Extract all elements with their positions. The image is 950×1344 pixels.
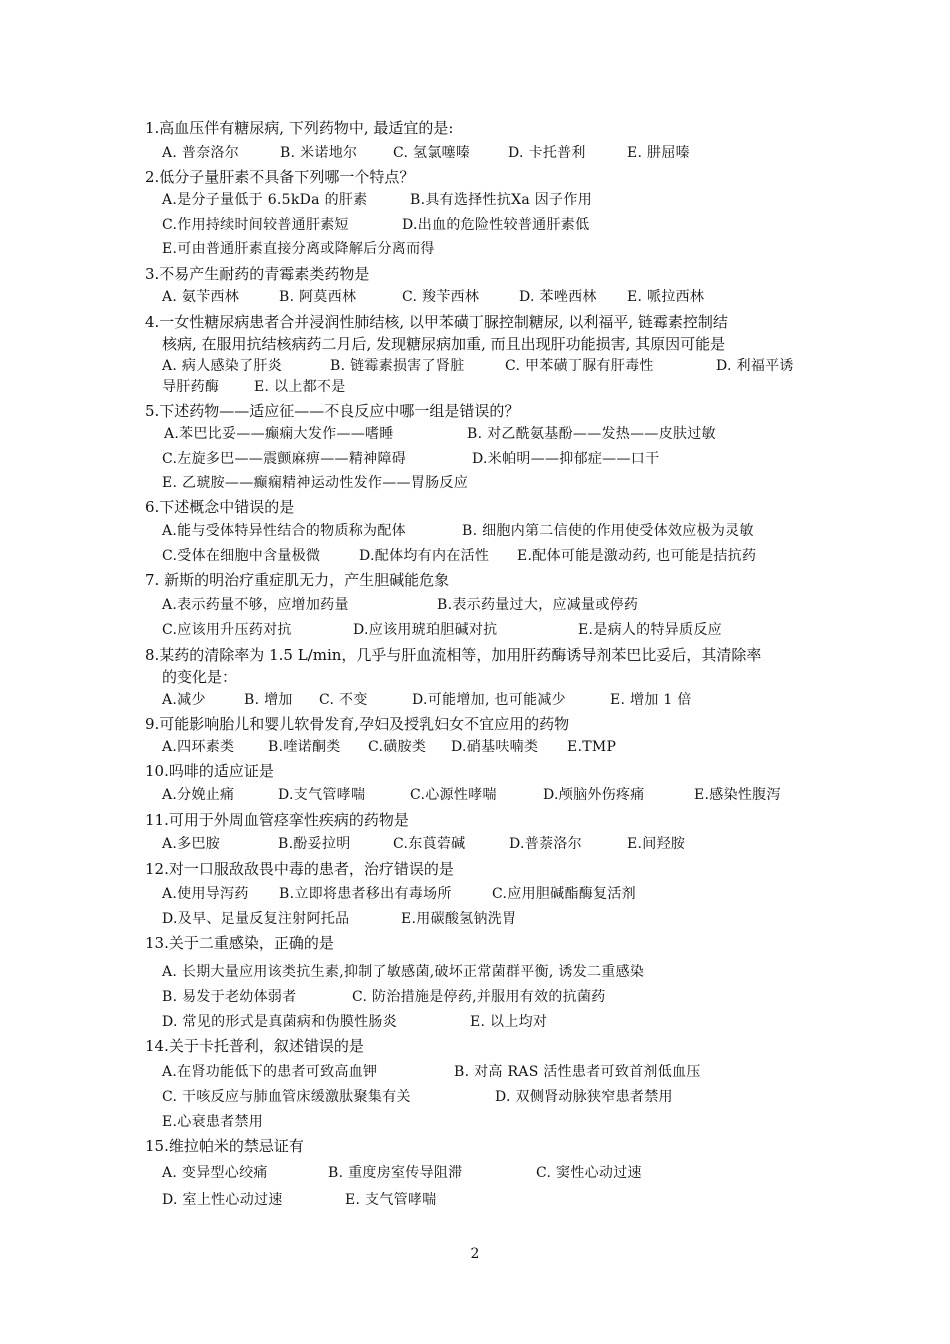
q6-option-e: E.配体可能是激动药, 也可能是拮抗药 (517, 548, 757, 564)
q15-option-d: D. 室上性心动过速 (162, 1192, 283, 1208)
q1-option-d: D. 卡托普利 (508, 145, 586, 161)
q2-option-a: A.是分子量低于 6.5kDa 的肝素 (162, 192, 368, 208)
q4-option-d: D. 利福平诱 (716, 358, 794, 374)
question-3-stem: 3.不易产生耐药的青霉素类药物是 (145, 265, 370, 283)
q13-option-c: C. 防治措施是停药,并服用有效的抗菌药 (352, 989, 606, 1005)
q13-option-b: B. 易发于老幼体弱者 (162, 989, 297, 1005)
q12-option-b: B.立即将患者移出有毒场所 (279, 886, 452, 902)
q11-option-e: E.间羟胺 (627, 836, 686, 852)
q8-option-d: D.可能增加, 也可能减少 (412, 692, 566, 708)
q13-option-e: E. 以上均对 (470, 1014, 548, 1030)
q3-option-c: C. 羧苄西林 (402, 289, 480, 305)
q8-option-a: A.减少 (162, 692, 206, 708)
q14-option-e: E.心衰患者禁用 (162, 1114, 264, 1130)
question-5-stem: 5.下述药物——适应征——不良反应中哪一组是错误的？ (145, 402, 520, 420)
q9-option-a: A.四环素类 (162, 739, 235, 755)
q9-option-d: D.硝基呋喃类 (451, 739, 539, 755)
q6-option-c: C.受体在细胞中含量极微 (162, 548, 321, 564)
q7-option-e: E.是病人的特异质反应 (578, 622, 722, 638)
q11-option-d: D.普萘洛尔 (509, 836, 582, 852)
q10-option-c: C.心源性哮喘 (410, 787, 497, 803)
q4-option-c: C. 甲苯磺丁脲有肝毒性 (505, 358, 654, 374)
q1-option-e: E. 肼屈嗪 (627, 145, 690, 161)
q15-option-e: E. 支气管哮喘 (345, 1192, 437, 1208)
question-8-stem: 8.某药的清除率为 1.5 L/min，几乎与肝血流相等，加用肝药酶诱导剂苯巴比妥后，其清除率 (145, 646, 762, 664)
q5-option-b: B. 对乙酰氨基酚——发热——皮肤过敏 (467, 426, 716, 442)
page-number: 2 (470, 1246, 480, 1262)
q10-option-d: D.颅脑外伤疼痛 (543, 787, 645, 803)
q9-option-b: B.喹诺酮类 (268, 739, 341, 755)
question-7-stem: 7. 新斯的明治疗重症肌无力，产生胆碱能危象 (145, 571, 450, 589)
q3-option-a: A. 氨苄西林 (162, 289, 240, 305)
q11-option-a: A.多巴胺 (162, 836, 221, 852)
q4-option-e: E. 以上都不是 (254, 379, 346, 395)
q4-option-a: A. 病人感染了肝炎 (162, 358, 283, 374)
q8-option-e: E. 增加 1 倍 (610, 692, 692, 708)
q6-option-d: D.配体均有内在活性 (359, 548, 490, 564)
q2-option-d: D.出血的危险性较普通肝素低 (402, 217, 590, 233)
q12-option-d: D.及早、足量反复注射阿托品 (162, 911, 350, 927)
q7-option-a: A.表示药量不够，应增加药量 (162, 597, 349, 613)
q6-option-a: A.能与受体特异性结合的物质称为配体 (162, 523, 406, 539)
q5-option-c: C.左旋多巴——震颤麻痹——精神障碍 (162, 451, 407, 467)
question-6-stem: 6.下述概念中错误的是 (145, 498, 295, 516)
q14-option-a: A.在肾功能低下的患者可致高血钾 (162, 1064, 378, 1080)
q13-option-d: D. 常见的形式是真菌病和伪膜性肠炎 (162, 1014, 398, 1030)
q14-option-c: C. 干咳反应与肺血管床缓激肽聚集有关 (162, 1089, 411, 1105)
q1-option-c: C. 氢氯噻嗪 (393, 145, 471, 161)
q10-option-a: A.分娩止痛 (162, 787, 235, 803)
q9-option-c: C.磺胺类 (368, 739, 427, 755)
q7-option-d: D.应该用琥珀胆碱对抗 (353, 622, 498, 638)
q12-option-e: E.用碳酸氢钠洗胃 (401, 911, 517, 927)
q10-option-e: E.感染性腹泻 (694, 787, 781, 803)
q14-option-d: D. 双侧肾动脉狭窄患者禁用 (495, 1089, 673, 1105)
q15-option-c: C. 窦性心动过速 (536, 1165, 642, 1181)
q2-option-c: C.作用持续时间较普通肝素短 (162, 217, 349, 233)
question-11-stem: 11.可用于外周血管痉挛性疾病的药物是 (145, 811, 409, 829)
q5-option-d: D.米帕明——抑郁症——口干 (472, 451, 660, 467)
q15-option-a: A. 变异型心绞痛 (162, 1165, 268, 1181)
question-13-stem: 13.关于二重感染，正确的是 (145, 934, 334, 952)
q5-option-a: A.苯巴比妥——癫痫大发作——嗜睡 (164, 426, 394, 442)
question-14-stem: 14.关于卡托普利，叙述错误的是 (145, 1037, 364, 1055)
q4-option-b: B. 链霉素损害了肾脏 (330, 358, 465, 374)
q4-option-d-continued: 导肝药酶 (162, 379, 220, 395)
q8-option-b: B. 增加 (244, 692, 293, 708)
question-9-stem: 9.可能影响胎儿和婴儿软骨发育,孕妇及授乳妇女不宜应用的药物 (145, 715, 570, 733)
q11-option-c: C.东莨菪碱 (393, 836, 466, 852)
q12-option-c: C.应用胆碱酯酶复活剂 (492, 886, 636, 902)
question-4-stem-line-2: 核病, 在服用抗结核病药二月后, 发现糖尿病加重, 而且出现肝功能损害, 其原因可能是 (162, 335, 726, 353)
q2-option-e: E.可由普通肝素直接分离或降解后分离而得 (162, 241, 435, 257)
question-12-stem: 12.对一口服敌敌畏中毒的患者，治疗错误的是 (145, 860, 454, 878)
q3-option-d: D. 苯唑西林 (519, 289, 597, 305)
q3-option-b: B. 阿莫西林 (279, 289, 357, 305)
q11-option-b: B.酚妥拉明 (278, 836, 351, 852)
q5-option-e: E. 乙琥胺——癫痫精神运动性发作——胃肠反应 (162, 475, 469, 491)
q3-option-e: E. 哌拉西林 (627, 289, 705, 305)
question-8-stem-line-2: 的变化是： (162, 668, 238, 686)
q7-option-c: C.应该用升压药对抗 (162, 622, 292, 638)
q10-option-b: D.支气管哮喘 (278, 787, 366, 803)
q1-option-b: B. 米诺地尔 (280, 145, 358, 161)
q6-option-b: B. 细胞内第二信使的作用使受体效应极为灵敏 (462, 523, 754, 539)
q12-option-a: A.使用导泻药 (162, 886, 249, 902)
q8-option-c: C. 不变 (319, 692, 368, 708)
q9-option-e: E.TMP (567, 739, 617, 755)
q13-option-a: A. 长期大量应用该类抗生素,抑制了敏感菌,破坏正常菌群平衡, 诱发二重感染 (162, 964, 645, 980)
q2-option-b: B.具有选择性抗Ⅹa 因子作用 (410, 192, 593, 208)
question-1-stem: 1.高血压伴有糖尿病, 下列药物中, 最适宜的是: (145, 119, 454, 137)
question-15-stem: 15.维拉帕米的禁忌证有 (145, 1137, 304, 1155)
q14-option-b: B. 对高 RAS 活性患者可致首剂低血压 (454, 1064, 701, 1080)
q15-option-b: B. 重度房室传导阻滞 (328, 1165, 463, 1181)
q1-option-a: A. 普奈洛尔 (162, 145, 240, 161)
q7-option-b: B.表示药量过大，应减量或停药 (437, 597, 639, 613)
question-2-stem: 2.低分子量肝素不具备下列哪一个特点？ (145, 168, 415, 186)
question-4-stem: 4.一女性糖尿病患者合并浸润性肺结核, 以甲苯磺丁脲控制糖尿, 以利福平, 链霉素控制结 (145, 313, 728, 331)
question-10-stem: 10.吗啡的适应证是 (145, 762, 274, 780)
